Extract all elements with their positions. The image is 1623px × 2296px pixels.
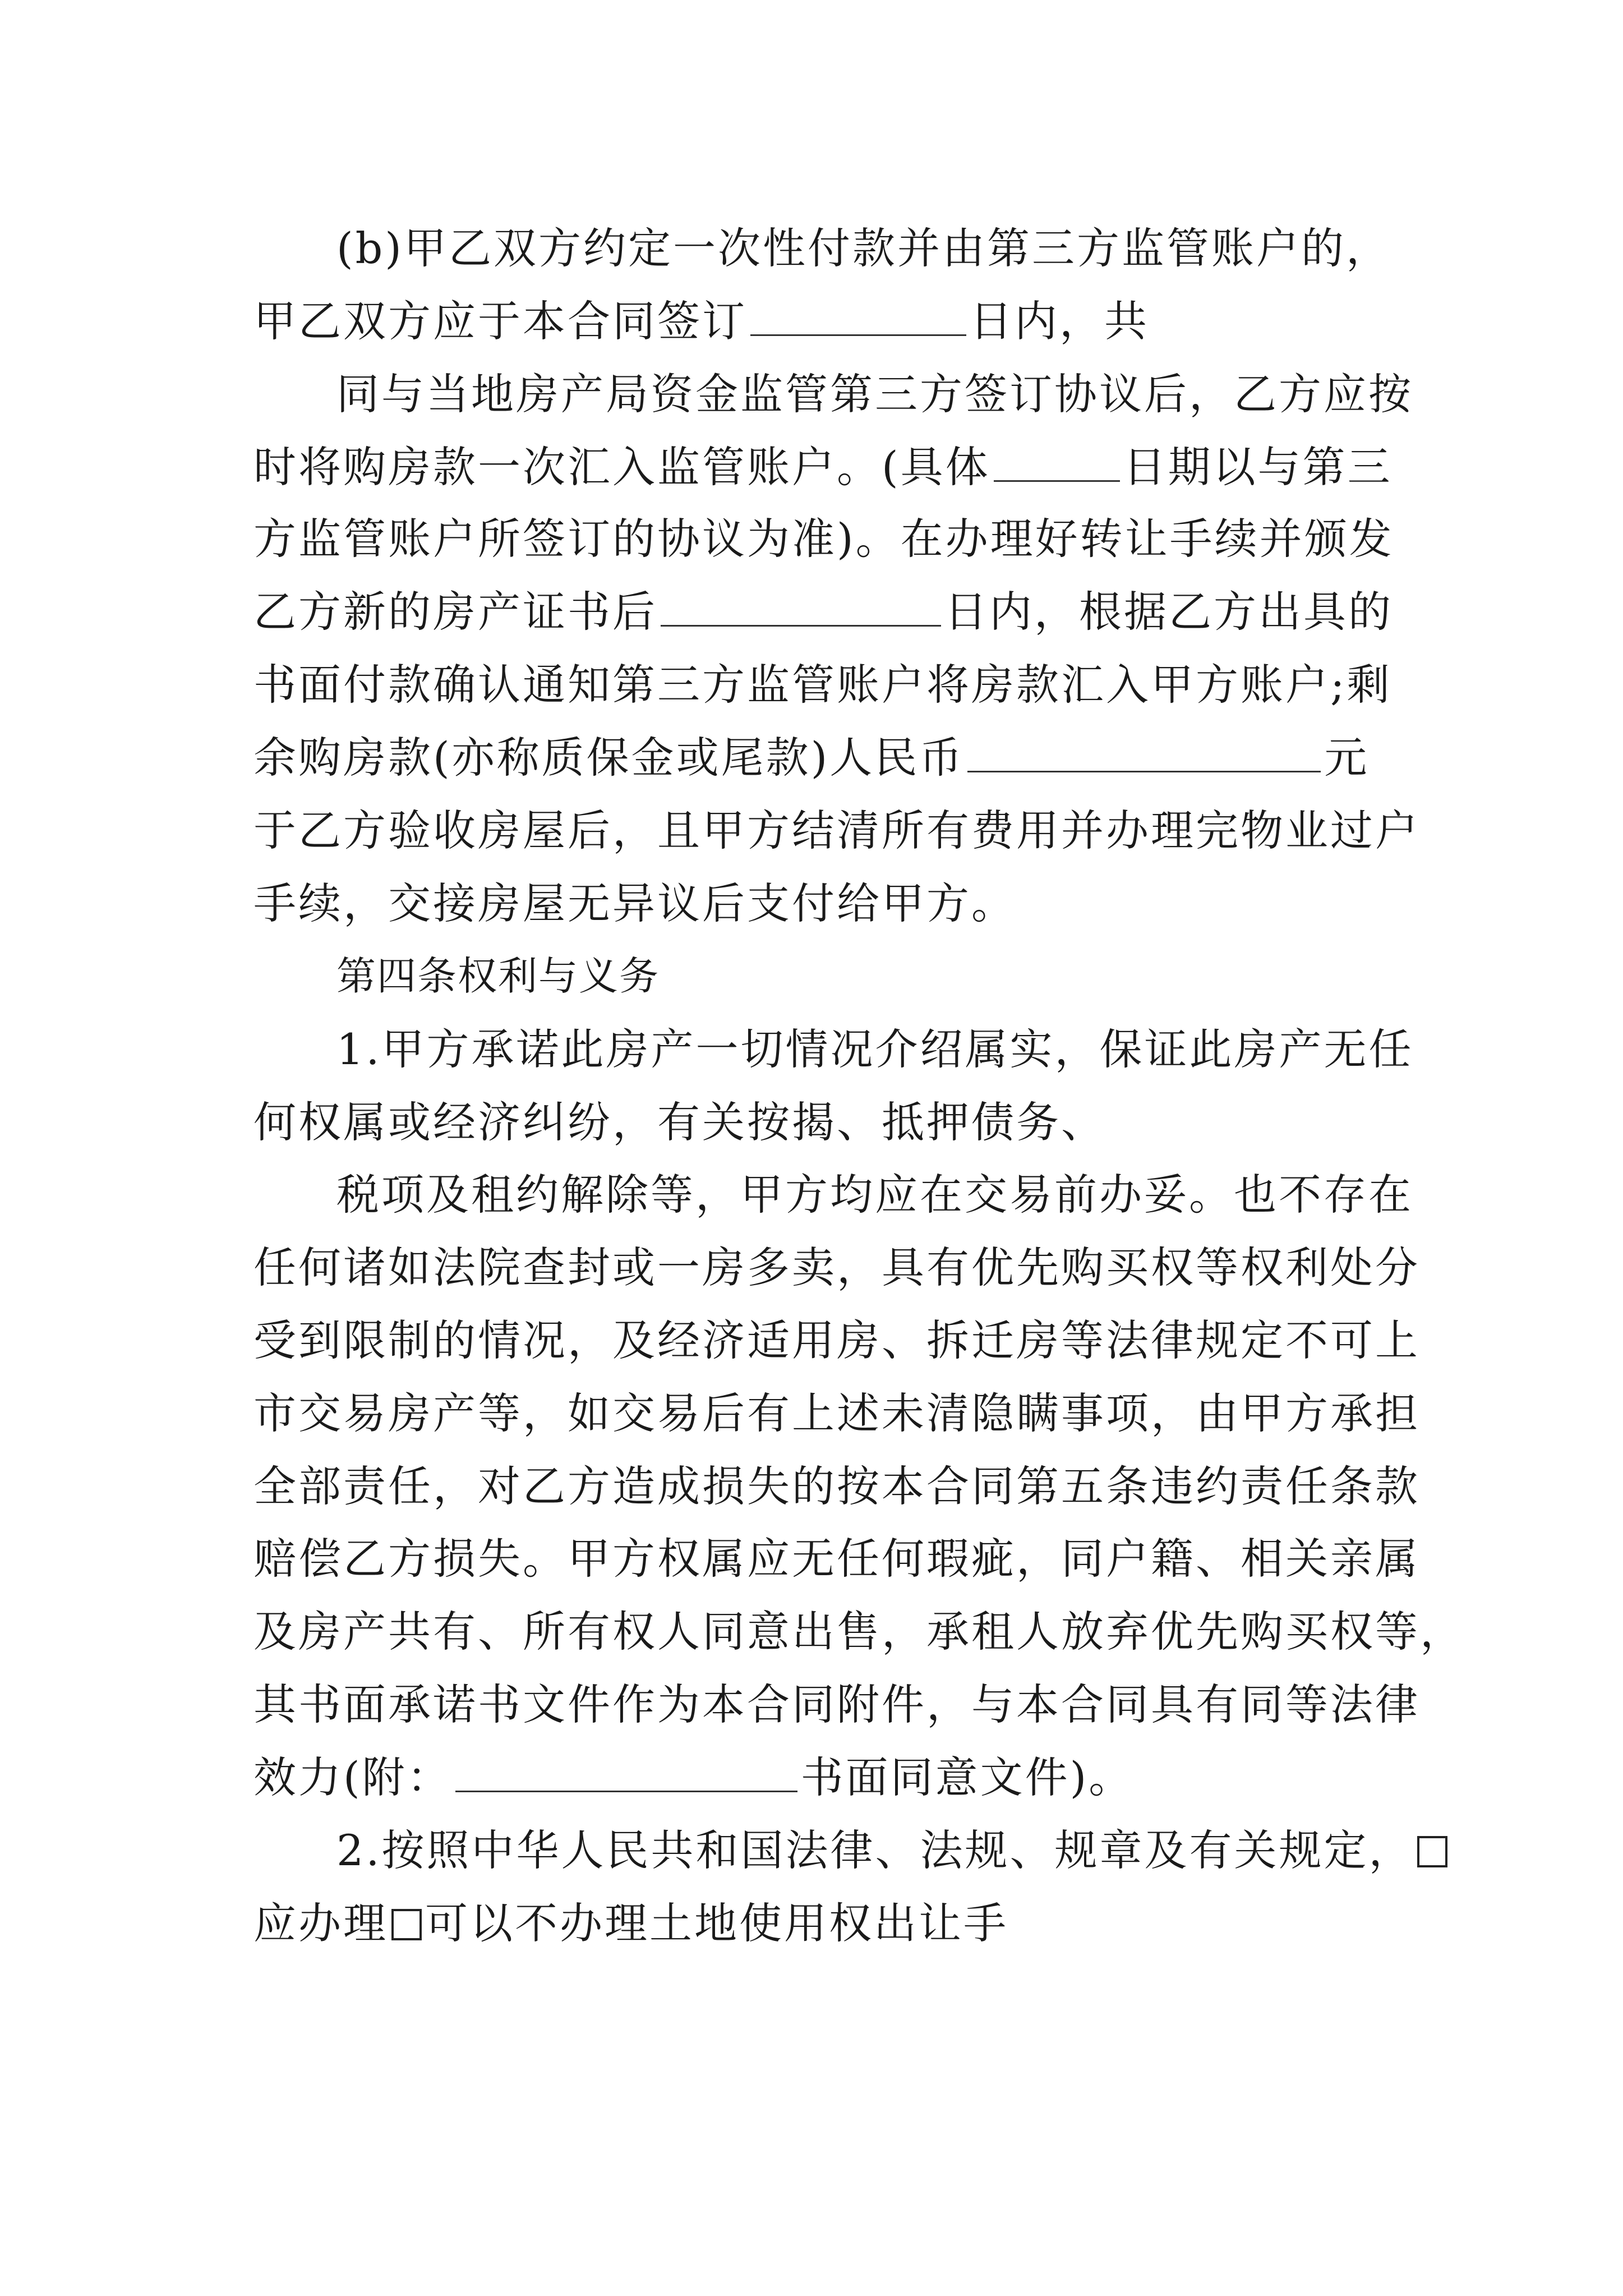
- text-line: [253, 1751, 1133, 1805]
- text-line: 1.甲方承诺此房产一切情况介绍属实，保证此房产无任: [336, 1024, 1414, 1074]
- text-line: 同与当地房产局资金监管第三方签订协议后，乙方应按: [336, 369, 1413, 419]
- line-text: 余购房款(亦称质保金或尾款)人民币: [253, 733, 965, 783]
- text-line: 于乙方验收房屋后，且甲方结清所有费用并办理完物业过户: [253, 806, 1420, 855]
- line-text: 乙方新的房产证书后: [253, 587, 657, 637]
- text-line: 市交易房产等，如交易后有上述未清隐瞒事项，由甲方承担: [253, 1388, 1420, 1438]
- line-text: 日期以与第三: [1123, 442, 1393, 492]
- fill-in-blank[interactable]: [994, 447, 1120, 482]
- fill-in-blank[interactable]: [455, 1757, 797, 1792]
- fill-in-blank[interactable]: [967, 737, 1321, 772]
- line-text: 2.按照中华人民共和国法律、法规、规章及有关规定，: [336, 1825, 1414, 1875]
- line-text: 日内，共: [970, 296, 1149, 346]
- section-heading: 第四条权利与义务: [336, 953, 660, 999]
- line-text: 效力(附：: [253, 1752, 452, 1802]
- line-text: 书面同意文件)。: [800, 1752, 1134, 1802]
- text-line: 及房产共有、所有权人同意出售，承租人放弃优先购买权等，: [253, 1607, 1465, 1657]
- text-line: 其书面承诺书文件作为本合同附件，与本合同具有同等法律: [253, 1680, 1420, 1729]
- text-line: 赔偿乙方损失。甲方权属应无任何瑕疵，同户籍、相关亲属: [253, 1534, 1420, 1584]
- line-text: 日内，根据乙方出具的: [944, 587, 1393, 637]
- text-line: [253, 295, 1149, 348]
- checkbox[interactable]: [1417, 1836, 1447, 1867]
- text-line: 手续，交接房屋无异议后支付给甲方。: [253, 878, 1016, 928]
- checkbox[interactable]: [391, 1909, 422, 1940]
- line-text: 元: [1324, 733, 1370, 783]
- line-text: 可以不办理土地使用权出让手: [425, 1898, 1008, 1948]
- text-line: 何权属或经济纠纷，有关按揭、抵押债务、: [253, 1097, 1106, 1147]
- text-line: [336, 1824, 1451, 1878]
- text-line: 方监管账户所签订的协议为准)。在办理好转让手续并颁发: [253, 514, 1394, 564]
- text-line: [253, 585, 1393, 639]
- text-line: [253, 1897, 1008, 1950]
- text-line: [253, 731, 1369, 785]
- text-line: [253, 440, 1393, 494]
- fill-in-blank[interactable]: [750, 301, 966, 336]
- text-line: (b)甲乙双方约定一次性付款并由第三方监管账户的，: [336, 223, 1391, 273]
- line-text: 时将购房款一次汇入监管账户。(具体: [253, 442, 990, 492]
- text-line: 税项及租约解除等，甲方均应在交易前办妥。也不存在: [336, 1170, 1413, 1220]
- text-line: 书面付款确认通知第三方监管账户将房款汇入甲方账户;剩: [253, 660, 1392, 710]
- text-line: 全部责任，对乙方造成损失的按本合同第五条违约责任条款: [253, 1461, 1420, 1511]
- line-text: 应办理: [253, 1898, 388, 1948]
- text-line: 受到限制的情况，及经济适用房、拆迁房等法律规定不可上: [253, 1315, 1420, 1365]
- text-line: 任何诸如法院查封或一房多卖，具有优先购买权等权利处分: [253, 1243, 1420, 1292]
- fill-in-blank[interactable]: [661, 591, 941, 627]
- line-text: 甲乙双方应于本合同签订: [253, 296, 747, 346]
